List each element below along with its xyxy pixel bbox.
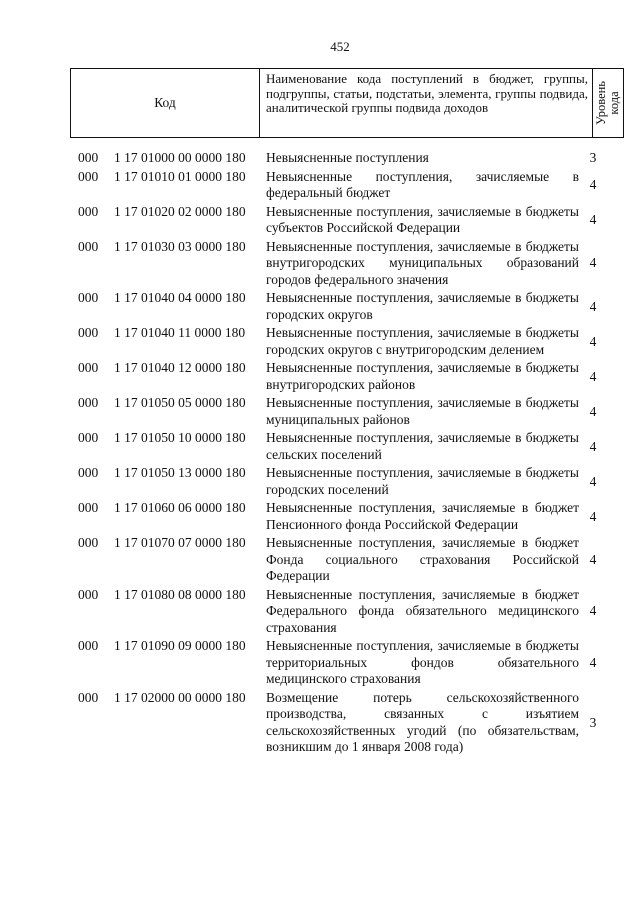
row-name: Невыясненные поступления, зачисляемые в бюджет Фонда социального страхования Российской Федерации: [266, 535, 579, 583]
header-level-text: [595, 81, 621, 125]
row-name: Невыясненные поступления, зачисляемые в федеральный бюджет: [266, 168, 579, 200]
row-name: Невыясненные поступления, зачисляемые в бюджеты сельских поселений: [266, 430, 579, 462]
row-code: 1 17 01070 07 0000 180: [114, 535, 246, 550]
row-level: 4: [589, 654, 597, 670]
table-row: [78, 465, 618, 498]
row-level: 4: [589, 212, 597, 227]
row-code: 1 17 01090 09 0000 180: [114, 638, 246, 653]
row-level: 4: [589, 551, 597, 567]
row-name: Невыясненные поступления, зачисляемые в бюджеты городских округов с внутригородским делением: [266, 325, 579, 357]
row-name: Невыясненные поступления, зачисляемые в бюджет Пенсионного фонда Российской Федерации: [266, 500, 579, 532]
table-row: [78, 290, 618, 323]
row-group: 000: [78, 586, 99, 602]
row-group: 000: [78, 290, 99, 305]
row-group: 000: [78, 150, 99, 165]
header-level-line1: Уровень: [594, 80, 608, 126]
table-row: [78, 535, 618, 585]
table-row: [78, 239, 618, 289]
header-name: Наименование кода поступлений в бюджет, группы, подгруппы, статьи, подстатьи, элемента, группы подвида, аналитической группы подвида доходов: [260, 69, 593, 138]
header-level: [593, 69, 624, 138]
row-group: 000: [78, 535, 99, 550]
table-row: [78, 587, 618, 637]
table-row: [78, 169, 618, 202]
row-group: 000: [78, 395, 99, 410]
row-name: Невыясненные поступления, зачисляемые в бюджет Федерального фонда обязательного медицинского страхования: [266, 586, 579, 635]
row-code: 1 17 01000 00 0000 180: [114, 150, 246, 165]
row-level: 4: [589, 298, 597, 314]
row-level: 4: [589, 473, 597, 489]
page-number: 452: [330, 39, 350, 54]
row-name: Невыясненные поступления, зачисляемые в бюджеты городских поселений: [266, 465, 579, 497]
row-code: 1 17 01040 12 0000 180: [114, 360, 246, 375]
table-row: [78, 395, 618, 428]
table-row: [78, 360, 618, 393]
row-name: Невыясненные поступления: [266, 150, 429, 165]
row-code: 1 17 01050 10 0000 180: [114, 430, 246, 445]
row-code: 1 17 01040 04 0000 180: [114, 290, 246, 305]
row-group: 000: [78, 638, 99, 653]
row-group: 000: [78, 500, 99, 515]
row-code: 1 17 01050 13 0000 180: [114, 465, 246, 480]
row-code: 1 17 01050 05 0000 180: [114, 395, 246, 410]
row-level: 3: [589, 150, 597, 166]
row-name: Невыясненные поступления, зачисляемые в бюджеты территориальных фондов обязательного медицинского страхования: [266, 638, 579, 686]
row-group: 000: [78, 430, 99, 445]
table-row: [78, 204, 618, 237]
table-row: [78, 430, 618, 463]
row-group: 000: [78, 360, 99, 375]
row-group: 000: [78, 325, 99, 340]
row-code: 1 17 02000 00 0000 180: [114, 689, 246, 705]
row-name: Невыясненные поступления, зачисляемые в бюджеты внутригородских районов: [266, 360, 579, 392]
row-code: 1 17 01060 06 0000 180: [114, 500, 246, 515]
table-row: [78, 150, 618, 167]
row-group: 000: [78, 465, 99, 480]
row-level: 4: [589, 603, 597, 619]
row-level: 4: [589, 177, 597, 192]
row-level: 4: [589, 333, 597, 349]
row-level: 4: [589, 368, 597, 384]
row-level: 4: [589, 403, 597, 419]
row-group: 000: [78, 238, 99, 254]
table-row: [78, 690, 618, 756]
code-list: [78, 150, 618, 758]
row-name: Возмещение потерь сельскохозяйственного производства, связанных с изъятием сельскохозяйственных угодий (по обязательствам, возникшим до 1 января 2008 года): [266, 689, 579, 754]
row-name: Невыясненные поступления, зачисляемые в бюджеты муниципальных районов: [266, 395, 579, 427]
row-code: 1 17 01040 11 0000 180: [114, 325, 246, 340]
row-code: 1 17 01020 02 0000 180: [114, 203, 246, 219]
header-level-line2: кода: [607, 91, 621, 115]
row-level: 4: [589, 438, 597, 454]
row-level: 4: [589, 255, 597, 271]
row-level: 3: [589, 714, 597, 730]
row-name: Невыясненные поступления, зачисляемые в бюджеты субъектов Российской Федерации: [266, 203, 579, 235]
table-row: [78, 500, 618, 533]
row-group: 000: [78, 203, 99, 219]
table-header: [70, 68, 624, 138]
header-code: Код: [71, 69, 260, 138]
row-group: 000: [78, 689, 99, 705]
row-level: 4: [589, 508, 597, 524]
row-code: 1 17 01080 08 0000 180: [114, 586, 246, 602]
row-code: 1 17 01010 01 0000 180: [114, 168, 246, 184]
row-name: Невыясненные поступления, зачисляемые в бюджеты городских округов: [266, 290, 579, 322]
row-group: 000: [78, 168, 99, 184]
table-row: [78, 638, 618, 688]
row-name: Невыясненные поступления, зачисляемые в бюджеты внутригородских муниципальных образований городов федерального значения: [266, 238, 579, 287]
row-code: 1 17 01030 03 0000 180: [114, 238, 246, 254]
table-row: [78, 325, 618, 358]
